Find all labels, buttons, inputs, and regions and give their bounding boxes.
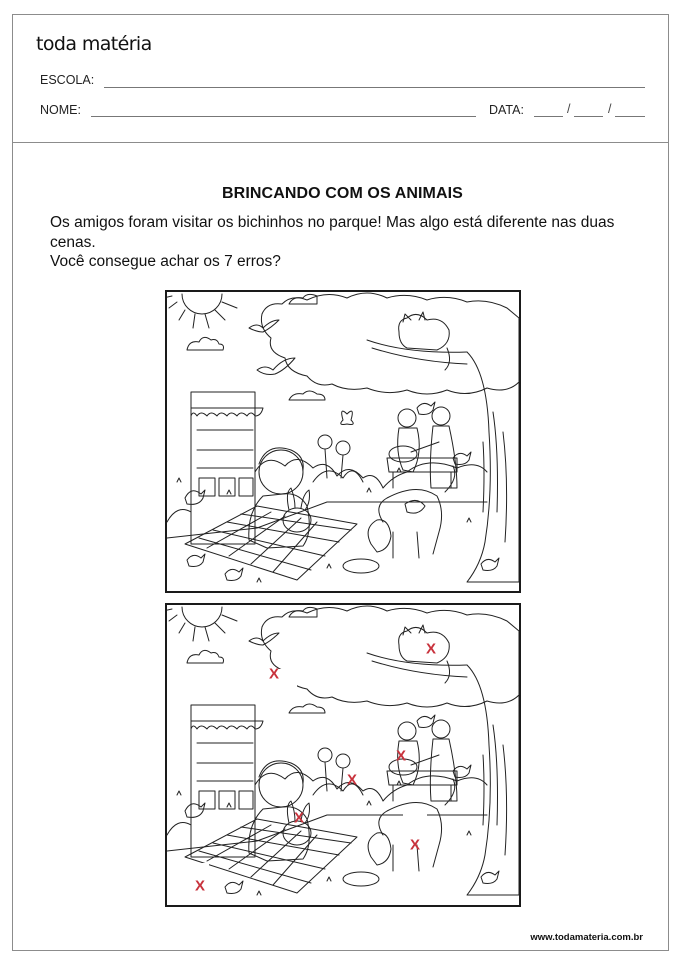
original-scene-image: [165, 290, 521, 593]
difference-mark: X: [346, 771, 358, 789]
brand-logo: toda matéria: [36, 33, 152, 55]
date-separator: /: [608, 102, 612, 116]
date-separator: /: [567, 102, 571, 116]
footer-url[interactable]: www.todamateria.com.br: [530, 932, 643, 943]
instruction-text: Os amigos foram visitar os bichinhos no parque! Mas algo está diferente nas duas cenas.: [50, 214, 615, 251]
modified-scene-image[interactable]: [165, 603, 521, 907]
date-month-field[interactable]: [574, 116, 603, 117]
school-field[interactable]: [104, 87, 645, 88]
difference-mark: X: [268, 665, 280, 683]
school-label: ESCOLA:: [40, 73, 95, 87]
difference-mark: X: [425, 640, 437, 658]
difference-mark: X: [293, 809, 305, 827]
activity-title: BRINCANDO COM OS ANIMAIS: [222, 185, 463, 202]
instruction-question: Você consegue achar os 7 erros?: [50, 253, 281, 270]
difference-mark: X: [395, 747, 407, 765]
name-field[interactable]: [91, 116, 476, 117]
date-day-field[interactable]: [534, 116, 563, 117]
header-divider: [12, 142, 669, 143]
date-label: DATA:: [489, 103, 524, 117]
date-year-field[interactable]: [615, 116, 645, 117]
name-label: NOME:: [40, 103, 81, 117]
difference-mark: X: [409, 836, 421, 854]
instructions: [50, 213, 640, 272]
park-illustration: [167, 292, 519, 591]
park-illustration-modified: [167, 605, 519, 905]
difference-mark: X: [194, 877, 206, 895]
